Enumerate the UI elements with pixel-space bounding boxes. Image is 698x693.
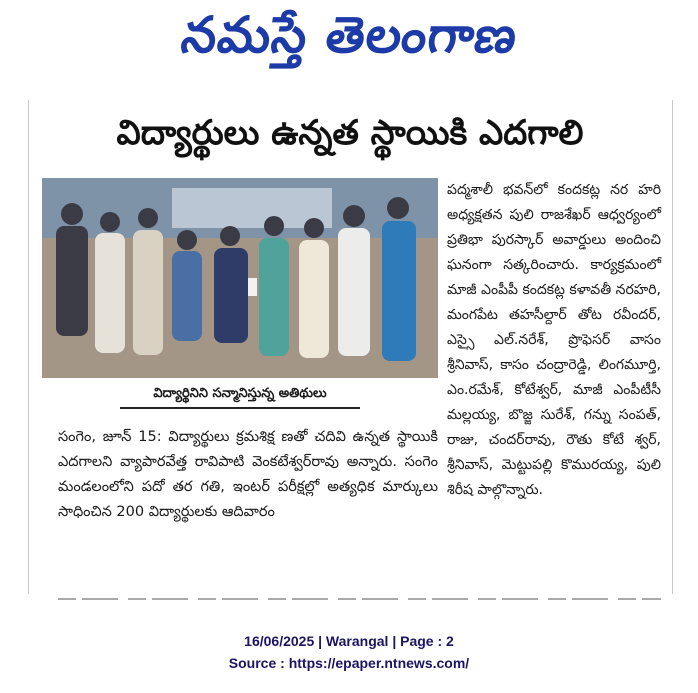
article-paragraph: పద్మశాలీ భవన్‌లో కందకట్ల నర హరి అధ్యక్షతన పులి రాజశేఖర్ ఆధ్వర్యంలో ప్రతిభా పురస్కార్ అవార్డులు అందించి ఘనంగా సత్కరించారు. కార్యక్రమంలో మాజీ ఎంపీపీ కందకట్ల కళావతీ నరహరి, మంగపేట తహసీల్దార్ తోట రవీందర్, ఎస్సై ఎల్.నరేశ్, ప్రొఫెసర్ వాసం శ్రీనివాస్, కాసం చంద్రారెడ్డి, లింగమూర్తి, ఎం.రమేశ్, కోటేశ్వర్, మాజీ ఎంపీటీసీ మల్లయ్య, బొజ్జ సురేశ్, గన్ను సంపత్, రాజు, చందర్‌రావు, రౌతు కోటే శ్వర్, శ్రీనివాస్, మెట్టుపల్లి కొమురయ్య, పులి శిరీష పాల్గొన్నారు. xyxy=(447,182,661,498)
article-paragraph: సంగెం, జూన్ 15: విద్యార్థులు క్రమశిక్ష ణతో చదివి ఉన్నత స్థాయికి ఎదగాలని వ్యాపారవేత్త రావిపాటి వెంకటేశ్వర్‌రావు అన్నారు. సంగెం మండలంలోని పదో తర గతి, ఇంటర్ పరీక్షల్లో అత్యధిక మార్కులు సాధించిన 200 విద్యార్థులకు ఆదివారం xyxy=(58,429,438,520)
group-photo-illustration xyxy=(42,178,438,378)
article-body-left-column xyxy=(58,425,438,525)
newspaper-logo: నమస్తే తెలంగాణ xyxy=(178,5,522,64)
next-article-cutoff xyxy=(58,594,661,604)
clip-source-footer xyxy=(0,630,698,674)
article-photo xyxy=(42,178,438,378)
footer-source-link[interactable]: Source : https://epaper.ntnews.com/ xyxy=(228,655,470,671)
article-body-right-column xyxy=(447,178,661,503)
masthead xyxy=(0,0,698,82)
photo-caption: విద్యార్థినిని సన్మానిస్తున్న అతిథులు xyxy=(120,381,360,409)
article-headline: విద్యార్థులు ఉన్నత స్థాయికి ఎదగాలి xyxy=(116,113,584,153)
footer-date-edition: 16/06/2025 | Warangal | Page : 2 xyxy=(244,633,454,649)
